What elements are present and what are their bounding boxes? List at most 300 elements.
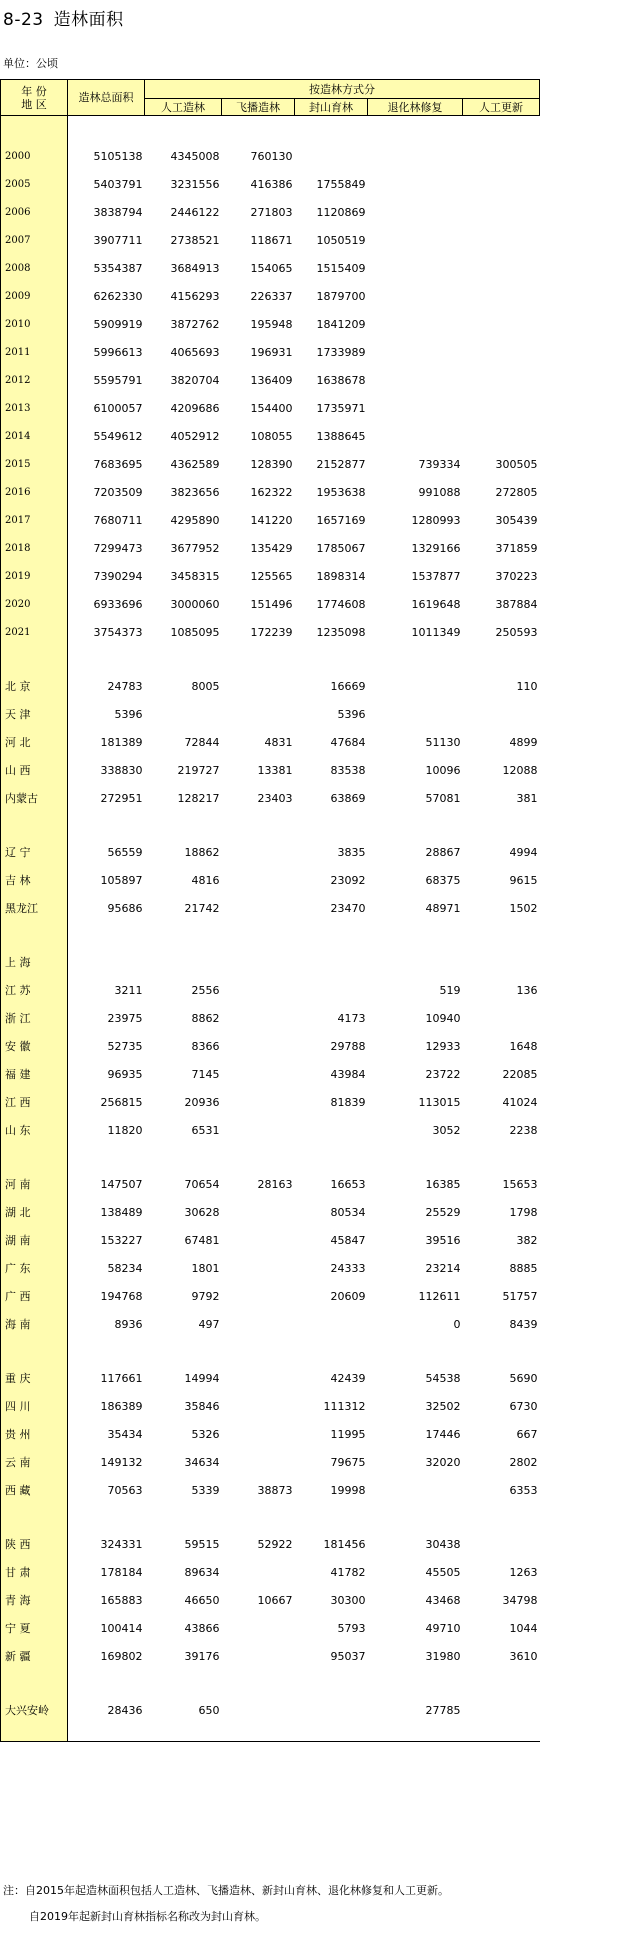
value-cell: [222, 1226, 295, 1254]
value-cell: 3211: [114, 983, 143, 997]
year-label: 2018: [1, 534, 68, 562]
value-cell: 47684: [330, 735, 366, 749]
value-cell: 272951: [100, 791, 143, 805]
table-row: [1, 976, 540, 1004]
value-cell: [368, 226, 463, 254]
value-cell: 70654: [184, 1177, 220, 1191]
value-cell: 2802: [509, 1455, 538, 1469]
value-cell: 1801: [191, 1261, 220, 1275]
value-cell: 7683695: [93, 457, 143, 471]
value-cell: 2238: [509, 1123, 538, 1137]
value-cell: 79675: [330, 1455, 366, 1469]
value-cell: 89634: [184, 1565, 220, 1579]
value-cell: 1263: [509, 1565, 538, 1579]
value-cell: 3907711: [93, 233, 143, 247]
value-cell: [222, 1558, 295, 1586]
value-cell: 3684913: [170, 261, 220, 275]
value-cell: 15653: [502, 1177, 538, 1191]
value-cell: 760130: [250, 149, 293, 163]
region-label: 甘 肃: [1, 1558, 68, 1586]
value-cell: 136: [516, 983, 538, 997]
value-cell: [222, 1032, 295, 1060]
value-cell: 42439: [330, 1371, 366, 1385]
value-cell: 54538: [425, 1371, 461, 1385]
region-label: 湖 南: [1, 1226, 68, 1254]
value-cell: 72844: [184, 735, 220, 749]
value-cell: 83538: [330, 763, 366, 777]
value-cell: [368, 948, 463, 976]
value-cell: 14994: [184, 1371, 220, 1385]
table-row: [1, 254, 540, 282]
value-cell: 51757: [502, 1289, 538, 1303]
value-cell: 8936: [114, 1317, 143, 1331]
region-label: 青 海: [1, 1586, 68, 1614]
value-cell: 3000060: [170, 597, 220, 611]
value-cell: 382: [516, 1233, 538, 1247]
table-number: 8-23: [3, 10, 44, 30]
value-cell: 1235098: [316, 625, 366, 639]
region-label: 四 川: [1, 1392, 68, 1420]
value-cell: 1898314: [316, 569, 366, 583]
value-cell: 8005: [191, 679, 220, 693]
value-cell: 38873: [257, 1483, 293, 1497]
value-cell: 135429: [250, 541, 293, 555]
region-label: 上 海: [1, 948, 68, 976]
value-cell: 650: [198, 1703, 220, 1717]
value-cell: 300505: [495, 457, 538, 471]
value-cell: [463, 948, 540, 976]
value-cell: 991088: [418, 485, 461, 499]
value-cell: [222, 1364, 295, 1392]
value-cell: 371859: [495, 541, 538, 555]
value-cell: [463, 198, 540, 226]
value-cell: [463, 254, 540, 282]
table-row: [1, 1614, 540, 1642]
value-cell: 172239: [250, 625, 293, 639]
table-title: 造林面积: [53, 10, 124, 30]
value-cell: 1755849: [316, 177, 366, 191]
region-label: 大兴安岭: [1, 1696, 68, 1724]
table-row: [1, 948, 540, 976]
value-cell: 3823656: [170, 485, 220, 499]
value-cell: 1502: [509, 901, 538, 915]
table-row: [1, 282, 540, 310]
value-cell: 35846: [184, 1399, 220, 1413]
value-cell: [222, 1282, 295, 1310]
value-cell: 16653: [330, 1177, 366, 1191]
value-cell: [222, 1448, 295, 1476]
value-cell: 2738521: [170, 233, 220, 247]
value-cell: [368, 170, 463, 198]
value-cell: 23214: [425, 1261, 461, 1275]
value-cell: 10096: [425, 763, 461, 777]
table-row: [1, 1254, 540, 1282]
table-row: [1, 1392, 540, 1420]
value-cell: 100414: [100, 1621, 143, 1635]
value-cell: 739334: [418, 457, 461, 471]
value-cell: [295, 1116, 368, 1144]
value-cell: 68375: [425, 873, 461, 887]
value-cell: [222, 948, 295, 976]
year-label: 2017: [1, 506, 68, 534]
value-cell: [463, 1530, 540, 1558]
table-row: [1, 366, 540, 394]
spacer-row: [1, 1338, 540, 1364]
value-cell: 141220: [250, 513, 293, 527]
value-cell: 18862: [184, 845, 220, 859]
value-cell: 51130: [425, 735, 461, 749]
value-cell: 324331: [100, 1537, 143, 1551]
value-cell: [222, 838, 295, 866]
year-label: 2014: [1, 422, 68, 450]
table-row: [1, 866, 540, 894]
value-cell: 226337: [250, 289, 293, 303]
value-cell: 23975: [107, 1011, 143, 1025]
value-cell: 1841209: [316, 317, 366, 331]
value-cell: 16669: [330, 679, 366, 693]
value-cell: 1733989: [316, 345, 366, 359]
value-cell: 30300: [330, 1593, 366, 1607]
value-cell: 128217: [177, 791, 220, 805]
value-cell: 338830: [100, 763, 143, 777]
table-row: [1, 1476, 540, 1504]
value-cell: 178184: [100, 1565, 143, 1579]
value-cell: [463, 1696, 540, 1724]
value-cell: 416386: [250, 177, 293, 191]
value-cell: 113015: [418, 1095, 461, 1109]
value-cell: 5996613: [93, 345, 143, 359]
value-cell: 43866: [184, 1621, 220, 1635]
value-cell: 1648: [509, 1039, 538, 1053]
region-label: 云 南: [1, 1448, 68, 1476]
region-label: 山 东: [1, 1116, 68, 1144]
value-cell: 8885: [509, 1261, 538, 1275]
col-header-aerial: 飞播造林: [222, 99, 295, 116]
region-label: 广 东: [1, 1254, 68, 1282]
year-label: 2005: [1, 170, 68, 198]
spacer-row: [1, 646, 540, 672]
value-cell: 3838794: [93, 205, 143, 219]
value-cell: 22085: [502, 1067, 538, 1081]
value-cell: [295, 1696, 368, 1724]
region-label: 河 南: [1, 1170, 68, 1198]
value-cell: 1011349: [411, 625, 461, 639]
table-row: [1, 1642, 540, 1670]
value-cell: 28436: [107, 1703, 143, 1717]
value-cell: 195948: [250, 317, 293, 331]
value-cell: 5793: [337, 1621, 366, 1635]
value-cell: [368, 366, 463, 394]
total-column-header: 造林总面积: [68, 80, 145, 116]
value-cell: 136409: [250, 373, 293, 387]
spacer-row: [1, 116, 540, 143]
table-row: [1, 1696, 540, 1724]
value-cell: 32502: [425, 1399, 461, 1413]
value-cell: 59515: [184, 1537, 220, 1551]
table-row: [1, 142, 540, 170]
region-label: 黑龙江: [1, 894, 68, 922]
value-cell: 1953638: [316, 485, 366, 499]
table-row: [1, 700, 540, 728]
region-label: 内蒙古: [1, 784, 68, 812]
value-cell: 6262330: [93, 289, 143, 303]
value-cell: 125565: [250, 569, 293, 583]
value-cell: 1785067: [316, 541, 366, 555]
value-cell: 5339: [191, 1483, 220, 1497]
value-cell: [368, 422, 463, 450]
value-cell: 1638678: [316, 373, 366, 387]
value-cell: 138489: [100, 1205, 143, 1219]
value-cell: [295, 948, 368, 976]
table-row: [1, 1004, 540, 1032]
value-cell: 4209686: [170, 401, 220, 415]
value-cell: [222, 1004, 295, 1032]
value-cell: [368, 338, 463, 366]
value-cell: 162322: [250, 485, 293, 499]
region-label: 天 津: [1, 700, 68, 728]
value-cell: 12933: [425, 1039, 461, 1053]
region-label: 新 疆: [1, 1642, 68, 1670]
table-row: [1, 1364, 540, 1392]
value-cell: 3820704: [170, 373, 220, 387]
value-cell: [222, 1198, 295, 1226]
value-cell: 128390: [250, 457, 293, 471]
value-cell: 0: [453, 1317, 461, 1331]
table-row: [1, 1198, 540, 1226]
table-row: [1, 506, 540, 534]
table-row: [1, 1088, 540, 1116]
value-cell: 67481: [184, 1233, 220, 1247]
region-label: 西 藏: [1, 1476, 68, 1504]
year-label: 2007: [1, 226, 68, 254]
region-label: 陕 西: [1, 1530, 68, 1558]
value-cell: [222, 976, 295, 1004]
region-label: 河 北: [1, 728, 68, 756]
value-cell: 39516: [425, 1233, 461, 1247]
value-cell: [222, 1392, 295, 1420]
region-label: 北 京: [1, 672, 68, 700]
value-cell: 194768: [100, 1289, 143, 1303]
value-cell: 29788: [330, 1039, 366, 1053]
value-cell: 112611: [418, 1289, 461, 1303]
value-cell: [463, 366, 540, 394]
value-cell: 111312: [323, 1399, 366, 1413]
region-label: 广 西: [1, 1282, 68, 1310]
value-cell: 39176: [184, 1649, 220, 1663]
value-cell: [463, 142, 540, 170]
value-cell: 4362589: [170, 457, 220, 471]
value-cell: 7390294: [93, 569, 143, 583]
value-cell: 1879700: [316, 289, 366, 303]
value-cell: 7145: [191, 1067, 220, 1081]
value-cell: 34634: [184, 1455, 220, 1469]
region-label: 宁 夏: [1, 1614, 68, 1642]
table-row: [1, 338, 540, 366]
value-cell: 105897: [100, 873, 143, 887]
table-row: [1, 618, 540, 646]
table-row: [1, 590, 540, 618]
value-cell: 46650: [184, 1593, 220, 1607]
value-cell: 52735: [107, 1039, 143, 1053]
value-cell: 10940: [425, 1011, 461, 1025]
value-cell: 219727: [177, 763, 220, 777]
value-cell: 35434: [107, 1427, 143, 1441]
value-cell: 3677952: [170, 541, 220, 555]
value-cell: 1120869: [316, 205, 366, 219]
region-label: 湖 北: [1, 1198, 68, 1226]
value-cell: 1280993: [411, 513, 461, 527]
table-row: [1, 1116, 540, 1144]
region-label: 江 西: [1, 1088, 68, 1116]
value-cell: 272805: [495, 485, 538, 499]
value-cell: 497: [198, 1317, 220, 1331]
region-label: 浙 江: [1, 1004, 68, 1032]
value-cell: [463, 1004, 540, 1032]
table-row: [1, 198, 540, 226]
value-cell: 8862: [191, 1011, 220, 1025]
table-row: [1, 1060, 540, 1088]
value-cell: 11820: [107, 1123, 143, 1137]
region-label: 辽 宁: [1, 838, 68, 866]
value-cell: 4994: [509, 845, 538, 859]
value-cell: 1798: [509, 1205, 538, 1219]
value-cell: 154400: [250, 401, 293, 415]
value-cell: [222, 1614, 295, 1642]
table-row: [1, 1448, 540, 1476]
value-cell: [368, 672, 463, 700]
table-row: [1, 534, 540, 562]
value-cell: 4173: [337, 1011, 366, 1025]
value-cell: 28163: [257, 1177, 293, 1191]
value-cell: 3835: [337, 845, 366, 859]
value-cell: [222, 1088, 295, 1116]
spacer-row: [1, 1670, 540, 1696]
table-row: [1, 728, 540, 756]
value-cell: 49710: [425, 1621, 461, 1635]
value-cell: 181389: [100, 735, 143, 749]
value-cell: [222, 1642, 295, 1670]
value-cell: 147507: [100, 1177, 143, 1191]
year-label: 2010: [1, 310, 68, 338]
value-cell: 6730: [509, 1399, 538, 1413]
value-cell: 1388645: [316, 429, 366, 443]
value-cell: [222, 866, 295, 894]
forestation-table: [0, 79, 540, 1742]
table-row: [1, 1032, 540, 1060]
value-cell: [463, 394, 540, 422]
value-cell: 58234: [107, 1261, 143, 1275]
table-row: [1, 1226, 540, 1254]
value-cell: 186389: [100, 1399, 143, 1413]
value-cell: 56559: [107, 845, 143, 859]
year-label: 2011: [1, 338, 68, 366]
value-cell: [222, 1420, 295, 1448]
region-label: 江 苏: [1, 976, 68, 1004]
value-cell: 196931: [250, 345, 293, 359]
value-cell: 48971: [425, 901, 461, 915]
value-cell: 43984: [330, 1067, 366, 1081]
region-label: 贵 州: [1, 1420, 68, 1448]
value-cell: [295, 976, 368, 1004]
value-cell: [368, 198, 463, 226]
value-cell: 19998: [330, 1483, 366, 1497]
value-cell: 2152877: [316, 457, 366, 471]
region-label: 海 南: [1, 1310, 68, 1338]
value-cell: 165883: [100, 1593, 143, 1607]
value-cell: 1537877: [411, 569, 461, 583]
footnote-2: 自2019年起新封山育林指标名称改为封山育林。: [29, 1910, 266, 1923]
value-cell: 70563: [107, 1483, 143, 1497]
table-row: [1, 226, 540, 254]
value-cell: 5403791: [93, 177, 143, 191]
table-row: [1, 478, 540, 506]
value-cell: [222, 700, 295, 728]
table-row: [1, 894, 540, 922]
footnotes: [3, 1878, 449, 1930]
value-cell: 1329166: [411, 541, 461, 555]
value-cell: 387884: [495, 597, 538, 611]
value-cell: 30438: [425, 1537, 461, 1551]
value-cell: 27785: [425, 1703, 461, 1717]
year-label: 2008: [1, 254, 68, 282]
value-cell: 108055: [250, 429, 293, 443]
method-group-header: 按造林方式分: [145, 80, 540, 99]
table-header: [1, 80, 540, 116]
year-label: 2019: [1, 562, 68, 590]
value-cell: 151496: [250, 597, 293, 611]
value-cell: 9792: [191, 1289, 220, 1303]
spacer-row: [1, 922, 540, 948]
value-cell: 23092: [330, 873, 366, 887]
value-cell: 250593: [495, 625, 538, 639]
value-cell: 34798: [502, 1593, 538, 1607]
value-cell: 5396: [337, 707, 366, 721]
year-label: 2009: [1, 282, 68, 310]
value-cell: 256815: [100, 1095, 143, 1109]
col-header-restoration: 退化林修复: [368, 99, 463, 116]
year-label: 2015: [1, 450, 68, 478]
footnote-1: 注：自2015年起造林面积包括人工造林、飞播造林、新封山育林、退化林修复和人工更新。: [3, 1884, 449, 1897]
value-cell: [463, 338, 540, 366]
value-cell: 24333: [330, 1261, 366, 1275]
value-cell: 153227: [100, 1233, 143, 1247]
region-label: 重 庆: [1, 1364, 68, 1392]
table-row: [1, 170, 540, 198]
region-label: 安 徽: [1, 1032, 68, 1060]
value-cell: [463, 422, 540, 450]
value-cell: 45847: [330, 1233, 366, 1247]
value-cell: 5909919: [93, 317, 143, 331]
value-cell: 13381: [257, 763, 293, 777]
value-cell: [222, 1310, 295, 1338]
value-cell: 45505: [425, 1565, 461, 1579]
year-label: 2006: [1, 198, 68, 226]
value-cell: 63869: [330, 791, 366, 805]
table-row: [1, 1310, 540, 1338]
value-cell: 5690: [509, 1371, 538, 1385]
value-cell: 1050519: [316, 233, 366, 247]
value-cell: [463, 226, 540, 254]
value-cell: 4899: [509, 735, 538, 749]
value-cell: 1515409: [316, 261, 366, 275]
region-label: 福 建: [1, 1060, 68, 1088]
value-cell: [222, 1116, 295, 1144]
value-cell: [222, 672, 295, 700]
value-cell: 2556: [191, 983, 220, 997]
value-cell: 28867: [425, 845, 461, 859]
table-row: [1, 310, 540, 338]
value-cell: [295, 1310, 368, 1338]
